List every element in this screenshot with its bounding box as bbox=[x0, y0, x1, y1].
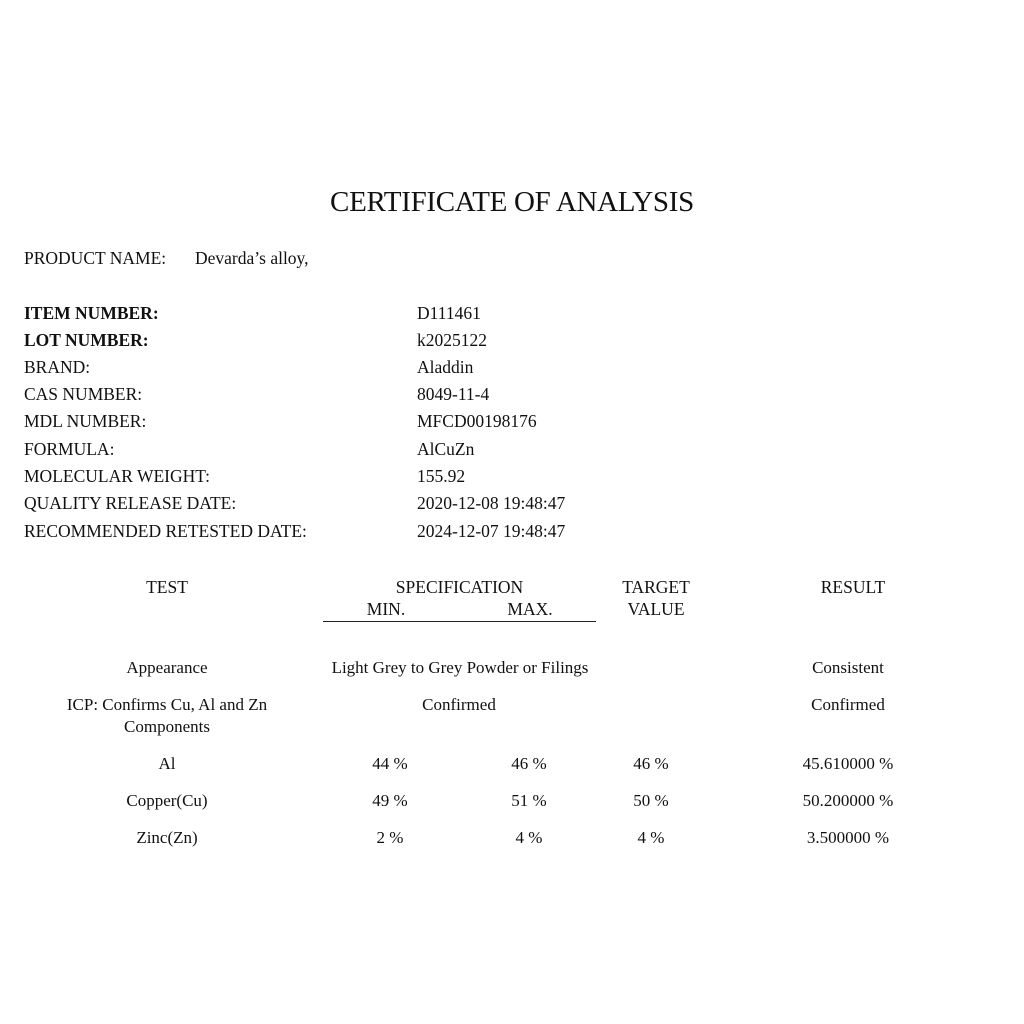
cell-result: Confirmed bbox=[811, 695, 885, 714]
info-value: D111461 bbox=[417, 303, 481, 323]
cell-test: Appearance bbox=[126, 658, 208, 677]
info-value: 8049-11-4 bbox=[417, 384, 490, 404]
header-target-line1: TARGET bbox=[622, 577, 690, 597]
cell-spec: Light Grey to Grey Powder or Filings bbox=[331, 658, 589, 677]
cell-result: 45.610000 % bbox=[802, 754, 894, 773]
cell-target: 50 % bbox=[633, 791, 669, 810]
cell-max: 46 % bbox=[511, 754, 547, 773]
header-min: MIN. bbox=[366, 599, 406, 619]
product-name-label: PRODUCT NAME: bbox=[24, 248, 167, 268]
cell-result: 50.200000 % bbox=[802, 791, 894, 810]
cell-test: ICP: Confirms Cu, Al and Zn Components bbox=[66, 695, 268, 736]
product-name-value: Devarda’s alloy, bbox=[195, 248, 309, 268]
info-value: k2025122 bbox=[417, 330, 487, 350]
spec-underline bbox=[323, 621, 596, 622]
cell-result: Consistent bbox=[812, 658, 884, 677]
info-value: MFCD00198176 bbox=[417, 411, 537, 431]
cell-test: Zinc(Zn) bbox=[136, 828, 198, 847]
info-value: Aladdin bbox=[417, 357, 474, 377]
info-label: ITEM NUMBER: bbox=[24, 303, 159, 323]
info-label: BRAND: bbox=[24, 357, 91, 377]
cell-max: 4 % bbox=[515, 828, 543, 847]
cell-min: 44 % bbox=[372, 754, 408, 773]
info-value: AlCuZn bbox=[417, 439, 475, 459]
info-value: 2020-12-08 19:48:47 bbox=[417, 493, 566, 513]
header-target-line2: VALUE bbox=[627, 599, 685, 619]
info-value: 155.92 bbox=[417, 466, 466, 486]
info-label: MDL NUMBER: bbox=[24, 411, 147, 431]
product-name-line bbox=[24, 248, 309, 269]
info-label: MOLECULAR WEIGHT: bbox=[24, 466, 210, 486]
cell-test: Copper(Cu) bbox=[126, 791, 208, 810]
info-label: CAS NUMBER: bbox=[24, 384, 143, 404]
info-label: RECOMMENDED RETESTED DATE: bbox=[24, 521, 307, 541]
info-value: 2024-12-07 19:48:47 bbox=[417, 521, 566, 541]
certificate-title: CERTIFICATE OF ANALYSIS bbox=[330, 186, 694, 218]
cell-result: 3.500000 % bbox=[806, 828, 890, 847]
cell-target: 46 % bbox=[633, 754, 669, 773]
info-label: QUALITY RELEASE DATE: bbox=[24, 493, 237, 513]
cell-spec: Confirmed bbox=[422, 695, 496, 714]
cell-target: 4 % bbox=[637, 828, 665, 847]
header-test: TEST bbox=[146, 577, 188, 597]
header-result: RESULT bbox=[820, 577, 886, 597]
header-specification: SPECIFICATION bbox=[395, 577, 524, 597]
info-label: LOT NUMBER: bbox=[24, 330, 149, 350]
info-label: FORMULA: bbox=[24, 439, 115, 459]
cell-max: 51 % bbox=[511, 791, 547, 810]
cell-min: 49 % bbox=[372, 791, 408, 810]
cell-min: 2 % bbox=[376, 828, 404, 847]
cell-test: Al bbox=[158, 754, 176, 773]
header-max: MAX. bbox=[507, 599, 553, 619]
